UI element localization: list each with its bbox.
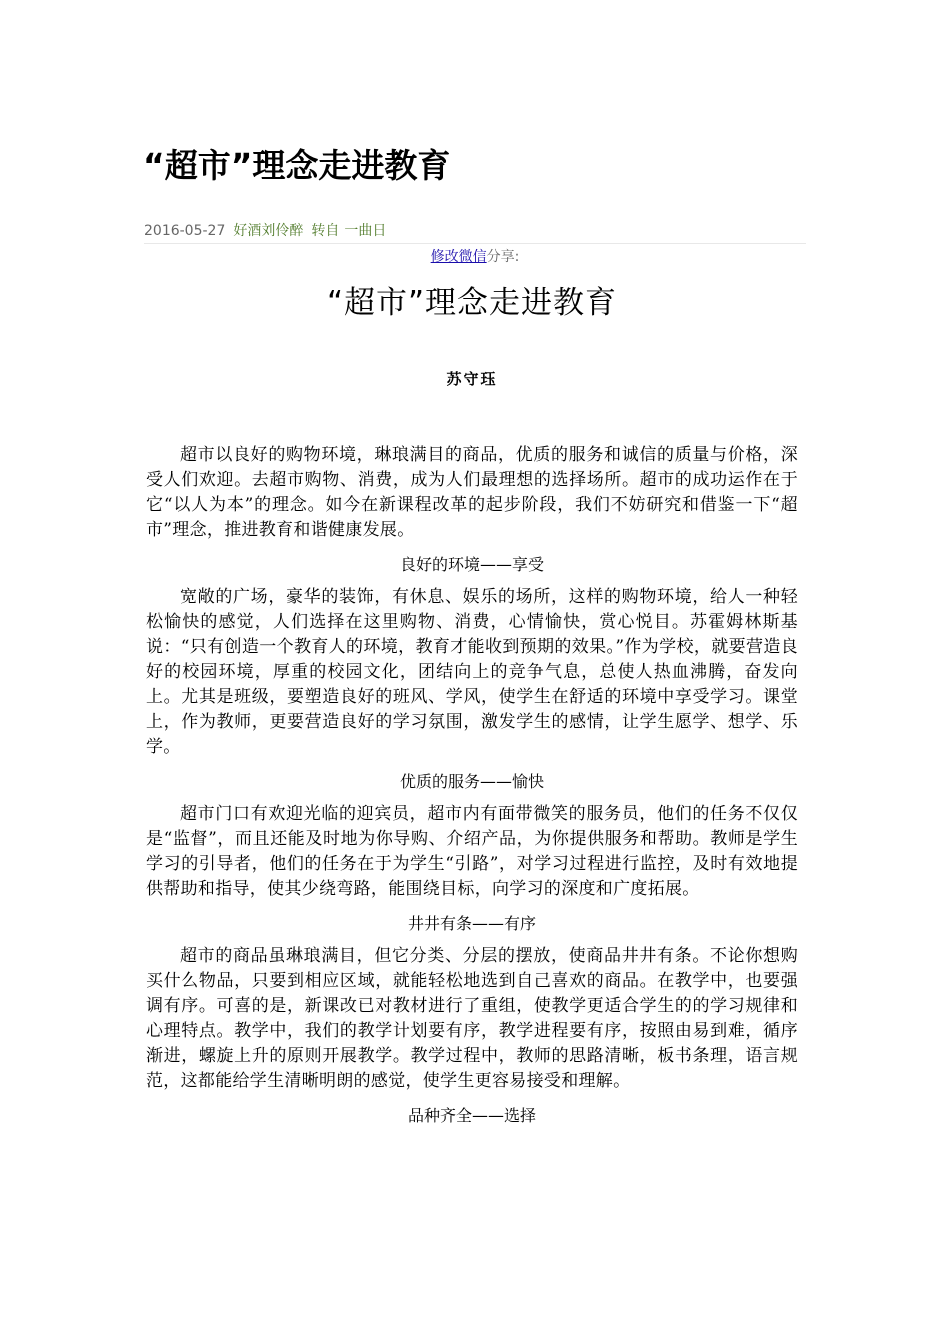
intro-paragraph: 超市以良好的购物环境，琳琅满目的商品，优质的服务和诚信的质量与价格，深受人们欢迎。去超市购物、消费，成为人们最理想的选择场所。超市的成功运作在于它“以人为本”的理念。如今在新课程改革的起步阶段，我们不妨研究和借鉴一下“超市”理念，推进教育和谐健康发展。: [146, 445, 798, 540]
share-label: 分享:: [486, 249, 520, 265]
section-heading-service: 优质的服务——愉快: [399, 772, 544, 791]
post-meta: [144, 219, 806, 244]
section-heading-environment: 良好的环境——享受: [399, 555, 544, 574]
article-author: 苏守珏: [446, 370, 498, 388]
share-line: [0, 246, 950, 268]
section-paragraph-service: 超市门口有欢迎光临的迎宾员，超市内有面带微笑的服务员，他们的任务不仅仅是“监督”，而且还能及时地为你导购、介绍产品，为你提供服务和帮助。教师是学生学习的引导者，他们的任务在于为学生“引路”，对学习过程进行监控，及时有效地提供帮助和指导，使其少绕弯路，能围绕目标，向学习的深度和广度拓展。: [146, 804, 798, 899]
section-heading-order: 井井有条——有序: [407, 914, 536, 933]
article-title: “超市”理念走进教育: [326, 285, 618, 321]
article-body: [146, 280, 798, 1136]
section-paragraph-environment: 宽敞的广场，豪华的装饰，有休息、娱乐的场所，这样的购物环境，给人一种轻松愉快的感觉，人们选择在这里购物、消费，心情愉快，赏心悦目。苏霍姆林斯基说：“只有创造一个教育人的环境，教育才能收到预期的效果。”作为学校，就要营造良好的校园环境，厚重的校园文化，团结向上的竞争气息，总使人热血沸腾，奋发向上。尤其是班级，要塑造良好的班风、学风，使学生在舒适的环境中享受学习。课堂上，作为教师，更要营造良好的学习氛围，激发学生的感情，让学生愿学、想学、乐学。: [146, 587, 798, 757]
section-heading-variety: 品种齐全——选择: [407, 1106, 536, 1125]
edit-wechat-link[interactable]: 修改微信: [430, 249, 487, 265]
source-link[interactable]: 一曲日: [344, 223, 387, 239]
page-title: “超市”理念走进教育: [143, 146, 451, 185]
reprint-label: 转自: [311, 223, 340, 239]
section-paragraph-order: 超市的商品虽琳琅满目，但它分类、分层的摆放，使商品井井有条。不论你想购买什么物品，只要到相应区域，就能轻松地选到自己喜欢的商品。在教学中，也要强调有序。可喜的是，新课改已对教材进行了重组，使教学更适合学生的的学习规律和心理特点。教学中，我们的教学计划要有序，教学进程要有序，按照由易到难，循序渐进，螺旋上升的原则开展教学。教学过程中，教师的思路清晰，板书条理，语言规范，这都能给学生清晰明朗的感觉，使学生更容易接受和理解。: [146, 946, 798, 1091]
author-link[interactable]: 好酒刘伶醉: [233, 223, 304, 239]
post-date: 2016-05-27: [144, 223, 226, 239]
